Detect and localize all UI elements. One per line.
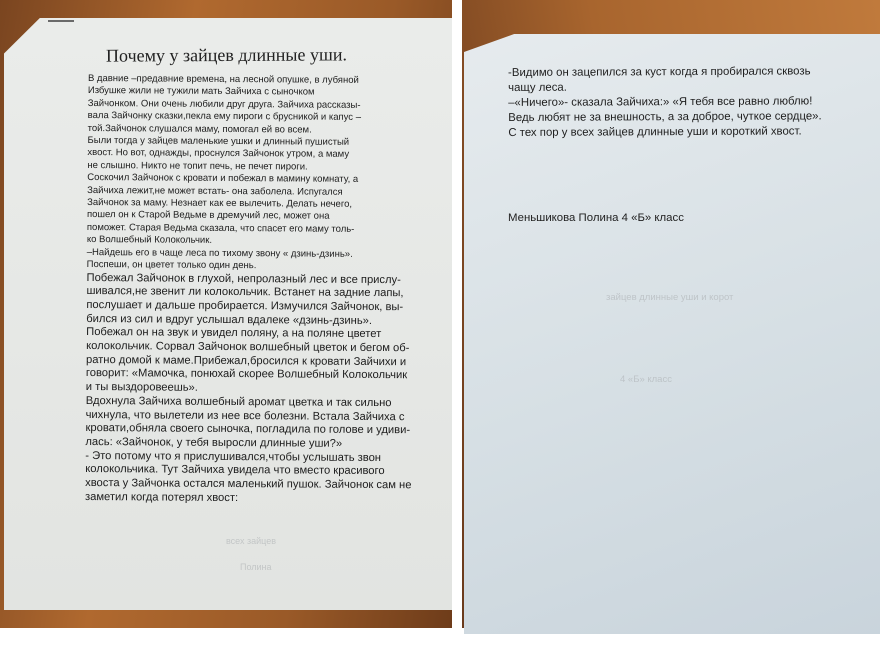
text-line: Поспеши, он цветет только один день. — [86, 259, 257, 272]
text-line: ратно домой к маме.Прибежал,бросился к кровати Зайчихи и — [85, 353, 407, 368]
bleed-text: зайцев длинные уши и корот — [606, 292, 734, 303]
text-line: Соскочил Зайчонок с кровати и побежал в мамину комнату, а — [87, 172, 359, 186]
text-line: поможет. Старая Ведьма сказала, что спасет его маму толь- — [86, 221, 355, 235]
text-line: чихнула, что вылетели из нее все болезни. Встала Зайчиха с — [85, 408, 405, 423]
text-line: и ты выздоровеешь». — [85, 381, 198, 394]
story-text-left — [85, 73, 414, 507]
text-line: кровати,обняла своего сыночка, погладила по голове и удиви- — [85, 422, 411, 437]
text-line: В давние –предавние времена, на лесной опушке, в лубяной — [87, 73, 359, 86]
text-line: –Найдешь его в чаще леса по тихому звону « дзинь-дзинь». — [86, 246, 353, 260]
text-line: бился из сил и вдруг услышал вдалеке «дзинь-дзинь». — [86, 312, 373, 327]
text-line: лась: «Зайчонок, у тебя выросли длинные уши?» — [85, 435, 343, 450]
text-line: хвоста у Зайчонка остался маленький пушок. Зайчонок сам не — [85, 477, 412, 492]
text-line: Были тогда у зайцев маленькие ушки и длинный пушистый — [87, 135, 350, 148]
text-line: той.Зайчонок слушался маму, помогал ей во всем. — [87, 122, 312, 136]
text-line: - Это потому что я прислушивался,чтобы услышать звон — [85, 449, 382, 464]
text-line: Побежал Зайчонок в глухой, непролазный лес и все прислу- — [86, 271, 401, 286]
text-line: говорит: «Мамочка, понюхай скорее Волшебный Колокольчик — [85, 367, 408, 382]
text-line: –«Ничего»- сказала Зайчиха:» «Я тебя все равно люблю! — [508, 95, 813, 109]
text-line: пошел он к Старой Ведьме в дремучий лес, может она — [86, 209, 330, 223]
author-signature: Меньшикова Полина 4 «Б» класс — [508, 212, 684, 224]
text-line: шивался,не звенит ли колокольчик. Встанет на задние лапы, — [86, 285, 404, 300]
story-text-right — [508, 64, 838, 141]
text-line: -Видимо он зацепился за куст когда я пробирался сквозь — [508, 65, 811, 79]
bleed-text: 4 «Б» класс — [620, 374, 672, 385]
bleed-text: всех зайцев — [226, 536, 276, 546]
fold-mark — [48, 20, 74, 22]
text-line: не слышно. Никто не топит печь, не печет пироги. — [87, 159, 308, 173]
text-line: Ведь любят не за внешность, а за доброе, чуткое сердце». — [508, 110, 822, 124]
text-line: колокольчика. Тут Зайчиха увидела что вместо красивого — [85, 463, 385, 478]
story-title: Почему у зайцев длинные уши. — [105, 44, 347, 66]
text-line: Вдохнула Зайчиха волшебный аромат цветка и так сильно — [85, 394, 392, 409]
text-line: колокольчик. Сорвал Зайчонок волшебный цветок и бегом об- — [86, 340, 410, 355]
text-line: ко Волшебный Колокольчик. — [86, 234, 213, 247]
text-line: чащу леса. — [508, 81, 567, 94]
text-line: Зайчонком. Они очень любили друг друга. Зайчиха рассказы- — [87, 97, 361, 111]
text-line: Зайчонок за маму. Незнает как ее вылечить. Делать нечего, — [87, 197, 353, 210]
text-line: послушает и дальше пробирается. Измучился Зайчонок, вы- — [86, 298, 404, 314]
text-line: Зайчиха лежит,не может встать- она заболела. Испугался — [87, 184, 343, 198]
text-line: заметил когда потерял хвост: — [84, 490, 239, 504]
text-line: хвост. Но вот, однажды, проснулся Зайчонок утром, а маму — [87, 147, 350, 161]
text-line: Побежал он на звук и увидел поляну, а на поляне цветет — [86, 326, 382, 341]
bleed-text: Полина — [240, 562, 272, 572]
text-line: Избушке жили не тужили мать Зайчиха с сыночком — [87, 85, 315, 98]
photo-gap — [452, 0, 462, 628]
text-line: вала Зайчонку сказки,пекла ему пироги с брусникой и капус – — [87, 110, 362, 124]
text-line: С тех пор у всех зайцев длинные уши и короткий хвост. — [508, 125, 802, 139]
